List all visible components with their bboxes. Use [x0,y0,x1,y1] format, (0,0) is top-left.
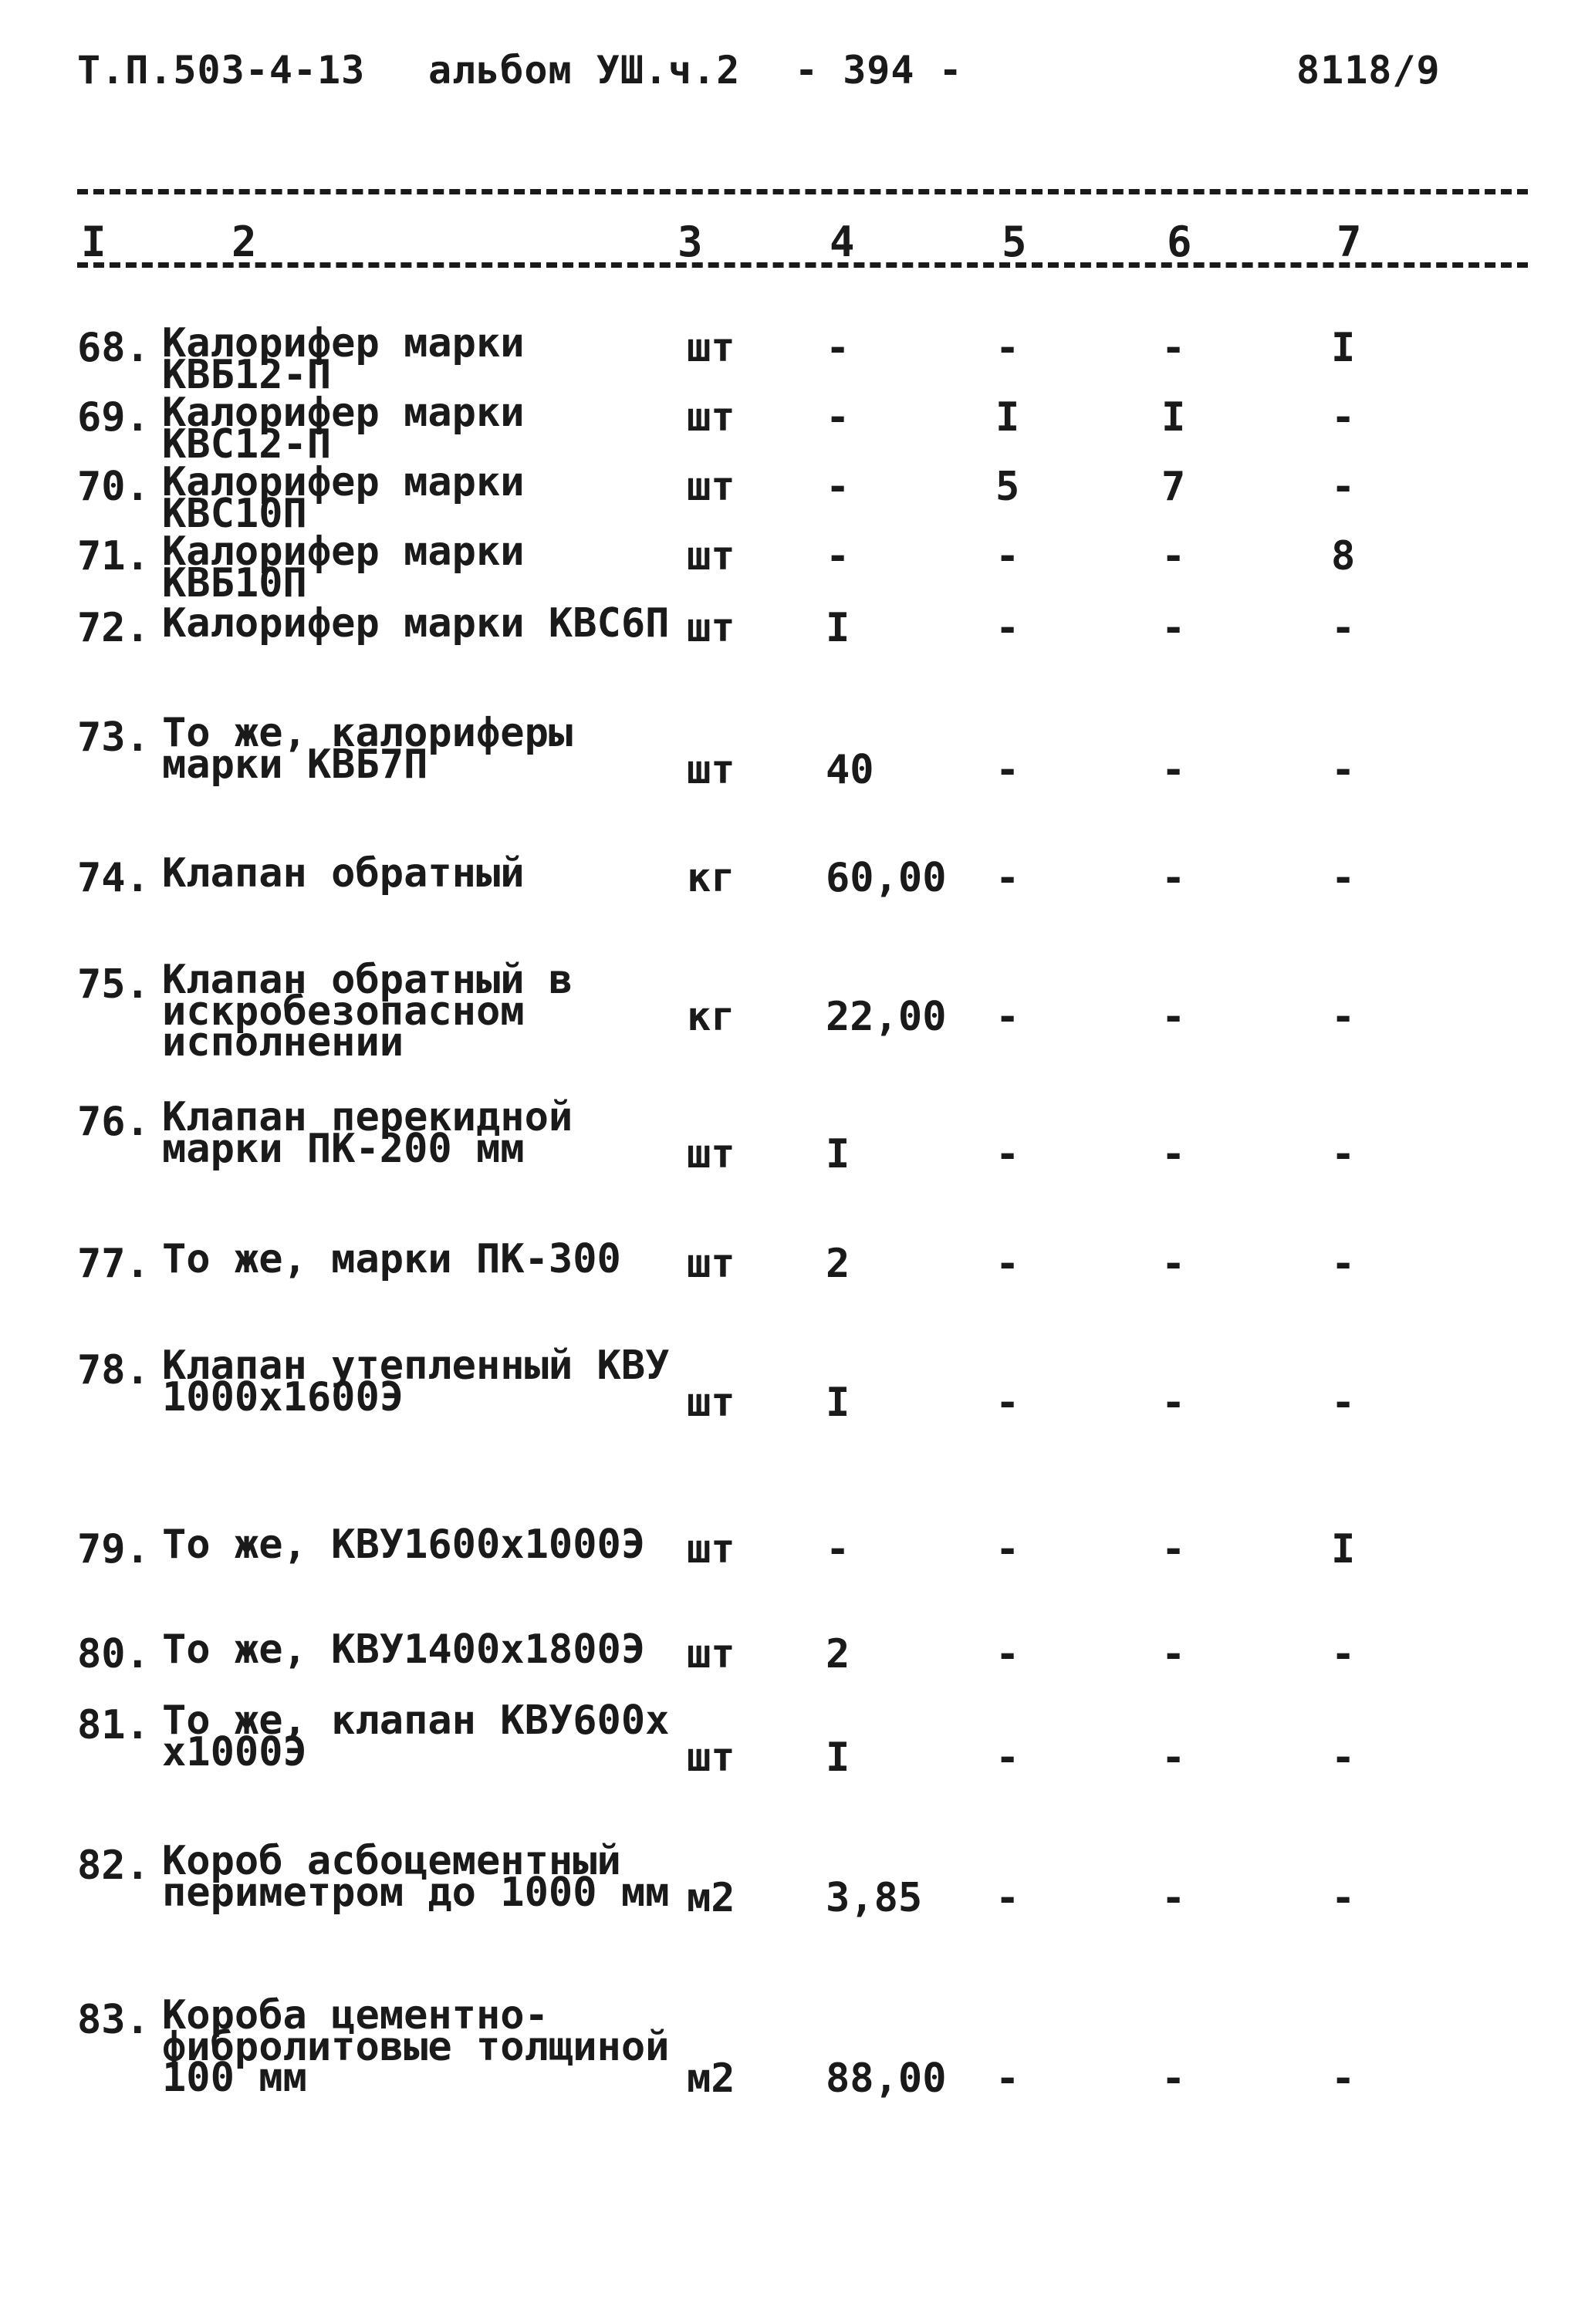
column-header-3: 3 [678,218,703,266]
col7-value: - [1331,605,1356,651]
row-number: 70. [77,464,150,510]
row-number: 74. [77,855,150,901]
col7-value: - [1331,2055,1356,2102]
col6-value: I [1161,394,1186,441]
row-number: 72. [77,605,150,651]
item-unit: шт [687,1241,735,1287]
header-divider [77,262,1528,268]
col6-value: - [1161,1131,1186,1177]
col4-value: - [826,1526,850,1572]
row-number: 75. [77,961,150,1008]
item-unit: м2 [687,2055,735,2102]
item-unit: кг [687,994,735,1040]
page-number: - 394 - [795,48,963,93]
col4-value: 60,00 [826,855,947,901]
item-unit: шт [687,1380,735,1426]
col4-value: I [826,605,850,651]
document-code: Т.П.503-4-13 [77,48,366,93]
item-name: Клапан утепленный КВУ 1000х1600Э [162,1343,670,1420]
col6-value: - [1161,1735,1186,1781]
col4-value: I [826,1735,850,1781]
col7-value: - [1331,394,1356,441]
col7-value: I [1331,1526,1356,1572]
col5-value: - [995,1380,1020,1426]
col7-value: I [1331,325,1356,371]
col7-value: - [1331,1241,1356,1287]
column-header-2: 2 [231,218,257,266]
item-unit: шт [687,394,735,441]
item-name: То же, КВУ1400х1800Э [162,1626,646,1673]
col4-value: I [826,1380,850,1426]
row-number: 73. [77,714,150,761]
col5-value: - [995,1631,1020,1677]
col6-value: - [1161,994,1186,1040]
col7-value: 8 [1331,533,1356,579]
item-name: То же, калориферы марки КВБ7П [162,710,573,788]
col5-value: - [995,855,1020,901]
item-unit: шт [687,747,735,793]
col7-value: - [1331,747,1356,793]
col5-value: I [995,394,1020,441]
row-number: 79. [77,1526,150,1572]
col5-value: 5 [995,464,1020,510]
item-unit: шт [687,1735,735,1781]
column-header-6: 6 [1167,218,1192,266]
col7-value: - [1331,855,1356,901]
item-name: То же, КВУ1600х1000Э [162,1522,646,1568]
col4-value: 3,85 [826,1875,923,1921]
item-name: Калорифер марки КВБ10П [162,529,525,606]
col7-value: - [1331,1380,1356,1426]
col4-value: - [826,394,850,441]
col7-value: - [1331,1875,1356,1921]
col6-value: - [1161,1241,1186,1287]
col4-value: 88,00 [826,2055,947,2102]
col7-value: - [1331,1131,1356,1177]
col5-value: - [995,1526,1020,1572]
row-number: 82. [77,1843,150,1889]
col7-value: - [1331,1735,1356,1781]
row-number: 81. [77,1702,150,1748]
col5-value: - [995,1735,1020,1781]
row-number: 80. [77,1631,150,1677]
col5-value: - [995,533,1020,579]
col4-value: 2 [826,1631,850,1677]
row-number: 78. [77,1347,150,1393]
col6-value: - [1161,1380,1186,1426]
col5-value: - [995,325,1020,371]
row-number: 68. [77,325,150,371]
col5-value: - [995,2055,1020,2102]
col5-value: - [995,994,1020,1040]
col5-value: - [995,1241,1020,1287]
col4-value: I [826,1131,850,1177]
col6-value: - [1161,325,1186,371]
col6-value: - [1161,1631,1186,1677]
item-unit: шт [687,605,735,651]
col6-value: - [1161,2055,1186,2102]
column-header-7: 7 [1336,218,1362,266]
album-label: альбом УШ.ч.2 [428,48,741,93]
row-number: 71. [77,533,150,579]
col4-value: 22,00 [826,994,947,1040]
item-unit: шт [687,464,735,510]
item-unit: шт [687,533,735,579]
item-name: Калорифер марки КВБ12-П [162,320,525,398]
col4-value: - [826,325,850,371]
item-unit: шт [687,1131,735,1177]
item-unit: шт [687,1631,735,1677]
item-unit: шт [687,325,735,371]
col6-value: - [1161,533,1186,579]
row-number: 83. [77,1997,150,2043]
col4-value: 40 [826,747,874,793]
sheet-number: 8118/9 [1296,48,1441,93]
item-unit: шт [687,1526,735,1572]
col5-value: - [995,605,1020,651]
column-header-1: I [81,218,106,266]
item-name: Калорифер марки КВС10П [162,459,525,537]
col4-value: 2 [826,1241,850,1287]
col6-value: - [1161,747,1186,793]
item-name: Калорифер марки КВС6П [162,600,670,647]
col6-value: - [1161,1875,1186,1921]
col6-value: 7 [1161,464,1186,510]
top-divider [77,189,1528,194]
item-name: То же, марки ПК-300 [162,1236,621,1282]
row-number: 77. [77,1241,150,1287]
column-header-5: 5 [1002,218,1027,266]
item-unit: м2 [687,1875,735,1921]
col4-value: - [826,533,850,579]
col7-value: - [1331,1631,1356,1677]
col5-value: - [995,747,1020,793]
col5-value: - [995,1875,1020,1921]
row-number: 76. [77,1099,150,1145]
col5-value: - [995,1131,1020,1177]
col7-value: - [1331,464,1356,510]
item-name: Клапан обратный в искробезопасном исполнении [162,957,573,1066]
col4-value: - [826,464,850,510]
item-name: Калорифер марки КВС12-П [162,390,525,468]
item-name: Клапан перекидной марки ПК-200 мм [162,1094,573,1172]
item-name: Короба цементно-фибролитовые толщиной 100 мм [162,1992,670,2102]
item-name: То же, клапан КВУ600х х1000Э [162,1697,670,1775]
col6-value: - [1161,1526,1186,1572]
col6-value: - [1161,855,1186,901]
item-name: Короб асбоцементный периметром до 1000 мм [162,1838,670,1916]
col6-value: - [1161,605,1186,651]
item-name: Клапан обратный [162,850,525,897]
row-number: 69. [77,394,150,441]
item-unit: кг [687,855,735,901]
col7-value: - [1331,994,1356,1040]
column-header-4: 4 [830,218,855,266]
